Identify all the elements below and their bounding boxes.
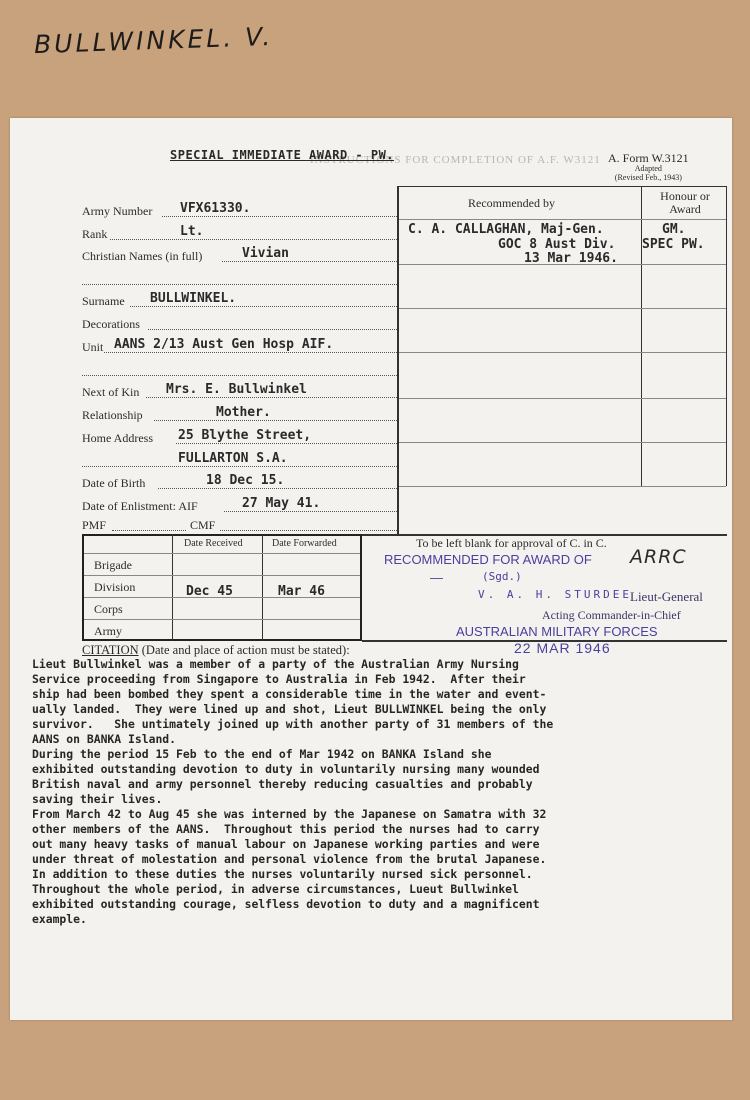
christian-names-label: Christian Names (in full)	[82, 249, 203, 263]
army-number-label: Army Number	[82, 204, 153, 218]
recommended-by-header: Recommended by	[468, 196, 555, 210]
citation-instruction: (Date and place of action must be stated):	[141, 643, 350, 657]
relationship-label: Relationship	[82, 408, 143, 422]
dob-value: 18 Dec 15.	[206, 473, 285, 488]
relationship-value: Mother.	[216, 405, 271, 420]
division-received: Dec 45	[186, 584, 233, 599]
division-label: Division	[94, 580, 136, 594]
date-received-header: Date Received	[184, 538, 243, 549]
rank-label: Rank	[82, 227, 108, 241]
army-number-value: VFX61330.	[180, 201, 251, 216]
recommender-name: C. A. CALLAGHAN, Maj-Gen.	[408, 222, 604, 237]
cmf-label: CMF	[190, 518, 216, 532]
honour-value-1: GM.	[662, 222, 686, 237]
pmf-label: PMF	[82, 518, 107, 532]
unit-label: Unit	[82, 340, 104, 354]
army-label: Army	[94, 624, 122, 638]
stamp-rank: Lieut-General	[630, 589, 703, 604]
citation-body	[32, 657, 732, 927]
stamp-role: Acting Commander-in-Chief	[542, 608, 681, 622]
stamp-date: 22 MAR 1946	[514, 640, 611, 656]
home-address-label: Home Address	[82, 431, 153, 445]
award-form	[10, 118, 732, 1020]
award-handwritten: ARRC	[630, 546, 687, 568]
surname-value: BULLWINKEL.	[150, 291, 237, 306]
form-adapted: Adapted	[634, 164, 662, 174]
dob-label: Date of Birth	[82, 476, 146, 490]
form-revised: (Revised Feb., 1943)	[614, 172, 682, 182]
recommender-role: GOC 8 Aust Div.	[498, 237, 616, 252]
honour-header: Honour or Award	[660, 189, 710, 216]
division-forwarded: Mar 46	[278, 584, 325, 599]
stamp-forces: AUSTRALIAN MILITARY FORCES	[456, 624, 658, 639]
home-address-line-1: 25 Blythe Street,	[178, 428, 312, 443]
next-of-kin-value: Mrs. E. Bullwinkel	[166, 382, 307, 397]
rank-value: Lt.	[180, 224, 204, 239]
brigade-label: Brigade	[94, 558, 132, 572]
citation-paragraph-3: From March 42 to Aug 45 she was interned by the Japanese on Samatra with 32 other members of the AANS. Throughout this period the nurses had to carry out many heavy tasks of manual labour on Japanese working parties and were under threat of molestation and personal violence from the brutal Japanese. In addition to these duties the nurses voluntarily nursed sick personnel. Throughout the whole period, in adverse circumstances, Lueut Bullwinkel exhibited outstanding courage, selfless devotion to duty and a magnificent example.	[32, 807, 547, 926]
enlistment-label: Date of Enlistment: AIF	[82, 499, 198, 513]
citation-paragraph-2: During the period 15 Feb to the end of Mar 1942 on BANKA Island she exhibited outstanding devotion to duty in voluntarily nursing many wounded British naval and army personnel thereby reducing casualties and probably saving their lives.	[32, 747, 540, 806]
unit-value: AANS 2/13 Aust Gen Hosp AIF.	[114, 337, 334, 352]
stamp-signer: V. A. H. STURDEE	[478, 588, 632, 601]
citation-label: CITATION	[82, 643, 139, 657]
recommender-date: 13 Mar 1946.	[524, 251, 618, 266]
home-address-line-2: FULLARTON S.A.	[178, 451, 288, 466]
corps-label: Corps	[94, 602, 123, 616]
date-forwarded-header: Date Forwarded	[272, 538, 337, 549]
christian-names-value: Vivian	[242, 246, 289, 261]
form-number: A. Form W.3121	[608, 151, 689, 165]
approval-note: To be left blank for approval of C. in C.	[416, 536, 607, 550]
next-of-kin-label: Next of Kin	[82, 385, 140, 399]
surname-label: Surname	[82, 294, 125, 308]
honour-value-2: SPEC PW.	[642, 237, 705, 252]
stamp-dash: —	[430, 570, 443, 585]
recommended-award-stamp: RECOMMENDED FOR AWARD OF	[384, 552, 592, 567]
handwritten-name: BULLWINKEL. V.	[33, 21, 274, 60]
form-id	[608, 152, 689, 183]
stamp-sgd: (Sgd.)	[482, 570, 522, 583]
decorations-label: Decorations	[82, 317, 140, 331]
bleed-through-heading: INSTRUCTIONS FOR COMPLETION OF A.F. W3121	[310, 154, 601, 166]
citation-paragraph-1: Lieut Bullwinkel was a member of a party of the Australian Army Nursing Service proceeding from Singapore to Australia in Feb 1942. After their ship had been bombed they spent a considerable time in the water and event- ually landed. They were lined up and shot, Lieut BULLWINKEL being the only survivor. She untimately joined up with another party of 31 members of the AANS on BANKA Island.	[32, 657, 554, 746]
enlistment-value: 27 May 41.	[242, 496, 321, 511]
citation-heading	[82, 643, 350, 658]
form-title: SPECIAL IMMEDIATE AWARD - PW.	[170, 148, 395, 162]
